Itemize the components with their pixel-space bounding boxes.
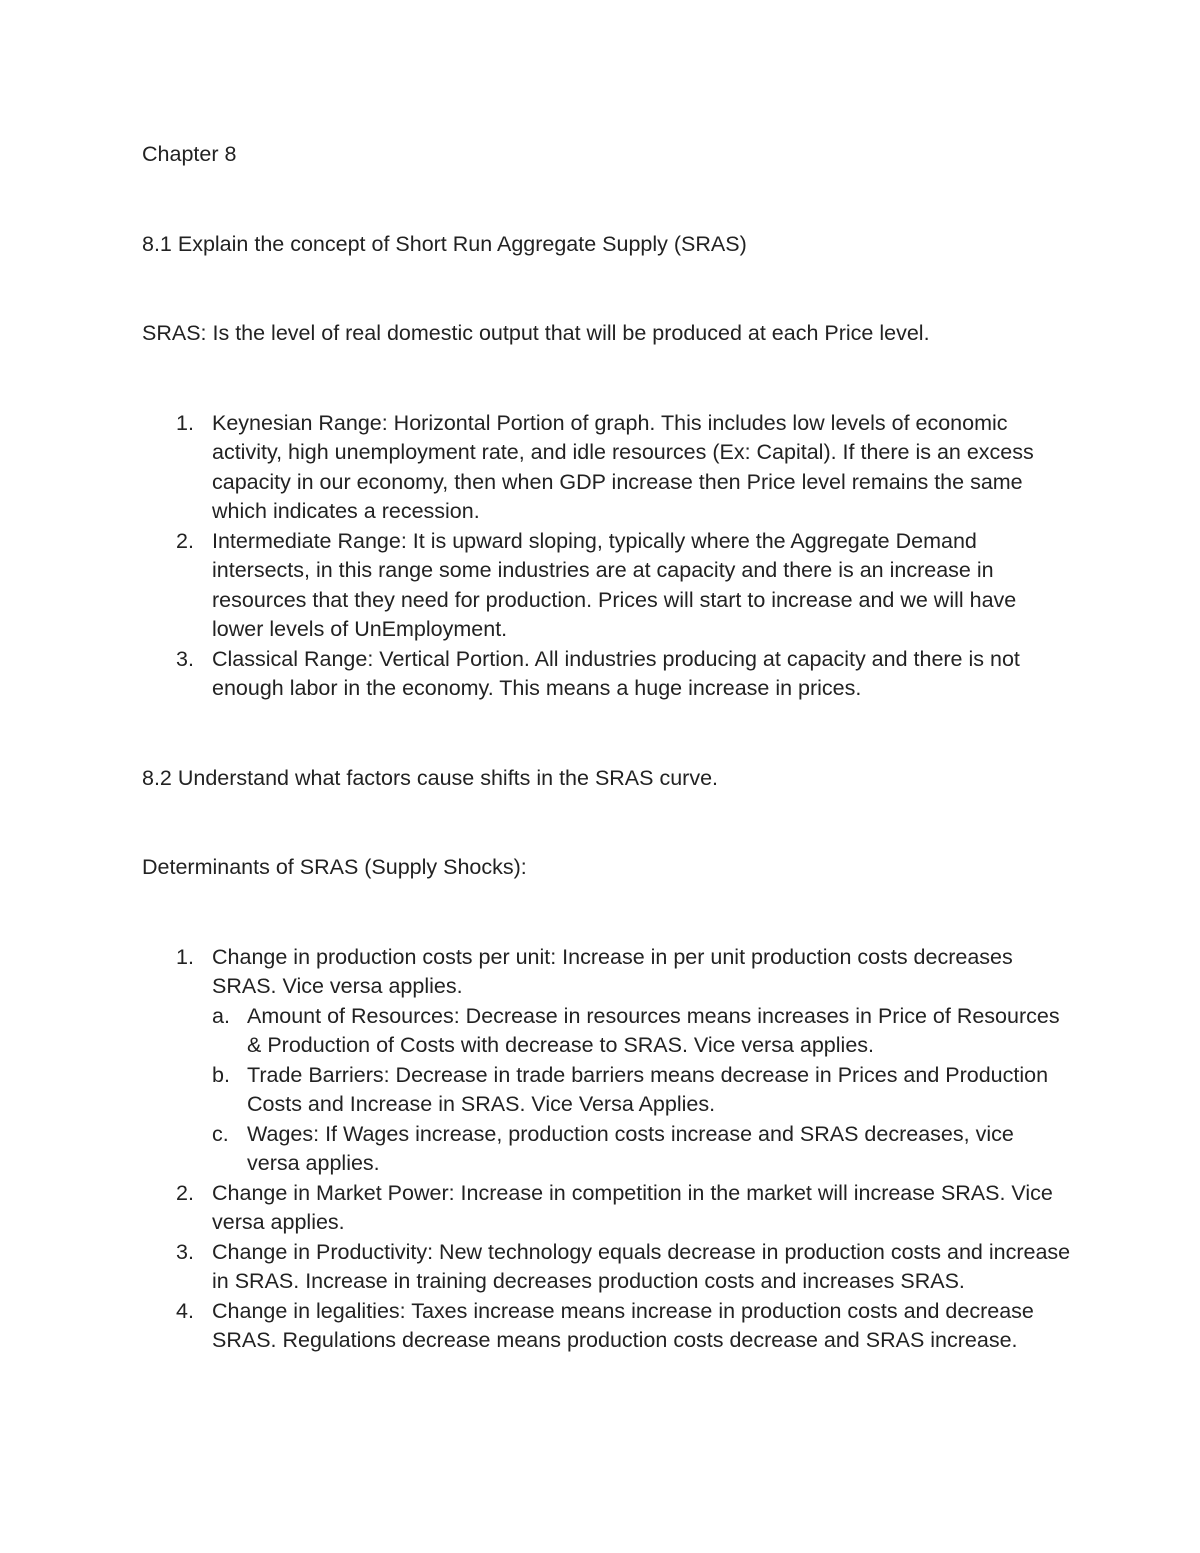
list-marker: 2. — [176, 528, 194, 553]
list-item — [142, 1238, 1072, 1297]
list-item-text: Change in production costs per unit: Increase in per unit production costs decreases SRAS. Vice versa applies. — [212, 944, 1013, 998]
chapter-title: Chapter 8 — [142, 142, 237, 166]
sub-list — [212, 1002, 1072, 1179]
list-item — [142, 1297, 1072, 1356]
section-2-heading: 8.2 Understand what factors cause shifts in the SRAS curve. — [142, 765, 719, 790]
list-item-text: Keynesian Range: Horizontal Portion of graph. This includes low levels of economic activity, high unemployment rate, and idle resources (Ex: Capital). If there is an excess capacity in our economy, then when GDP increase then Price level remains the same which indicates a recession. — [212, 410, 1034, 523]
sub-list-item-text: Trade Barriers: Decrease in trade barriers means decrease in Prices and Production Costs and Increase in SRAS. Vice Versa Applies. — [247, 1062, 1049, 1116]
sub-list-marker: a. — [212, 1003, 230, 1028]
sras-ranges-list — [142, 409, 1072, 704]
sub-list-marker: c. — [212, 1121, 229, 1146]
section-1-heading: 8.1 Explain the concept of Short Run Aggregate Supply (SRAS) — [142, 231, 747, 256]
list-item — [142, 943, 1072, 1179]
sub-list-marker: b. — [212, 1062, 230, 1087]
list-marker: 3. — [176, 646, 194, 671]
determinants-subheading: Determinants of SRAS (Supply Shocks): — [142, 855, 527, 879]
list-marker: 3. — [176, 1239, 194, 1264]
list-item-text: Change in Productivity: New technology equals decrease in production costs and increase in SRAS. Increase in training decreases production costs and increases SRAS. — [212, 1239, 1071, 1293]
sras-definition: SRAS: Is the level of real domestic output that will be produced at each Price level. — [142, 321, 930, 345]
sub-list-item — [212, 1061, 1072, 1120]
determinants-list — [142, 943, 1072, 1356]
list-marker: 4. — [176, 1298, 194, 1323]
document-page — [142, 140, 1072, 1356]
sub-list-item — [212, 1120, 1072, 1179]
list-item — [142, 1179, 1072, 1238]
list-item-text: Change in legalities: Taxes increase means increase in production costs and decrease SRAS. Regulations decrease means production costs decrease and SRAS increase. — [212, 1298, 1034, 1352]
list-item-text: Change in Market Power: Increase in competition in the market will increase SRAS. Vice versa applies. — [212, 1180, 1053, 1234]
list-marker: 1. — [176, 410, 194, 435]
list-item-text: Intermediate Range: It is upward sloping, typically where the Aggregate Demand intersects, in this range some industries are at capacity and there is an increase in resources that they need for production. Prices will start to increase and we will have lower levels of UnEmployment. — [212, 528, 1017, 641]
list-item — [142, 645, 1072, 704]
list-item — [142, 409, 1072, 527]
sub-list-item — [212, 1002, 1072, 1061]
list-item — [142, 527, 1072, 645]
sub-list-item-text: Amount of Resources: Decrease in resources means increases in Price of Resources & Production of Costs with decrease to SRAS. Vice versa applies. — [247, 1003, 1060, 1057]
list-marker: 1. — [176, 944, 194, 969]
sub-list-item-text: Wages: If Wages increase, production costs increase and SRAS decreases, vice versa applies. — [247, 1121, 1014, 1175]
list-marker: 2. — [176, 1180, 194, 1205]
list-item-text: Classical Range: Vertical Portion. All industries producing at capacity and there is not enough labor in the economy. This means a huge increase in prices. — [212, 646, 1020, 700]
